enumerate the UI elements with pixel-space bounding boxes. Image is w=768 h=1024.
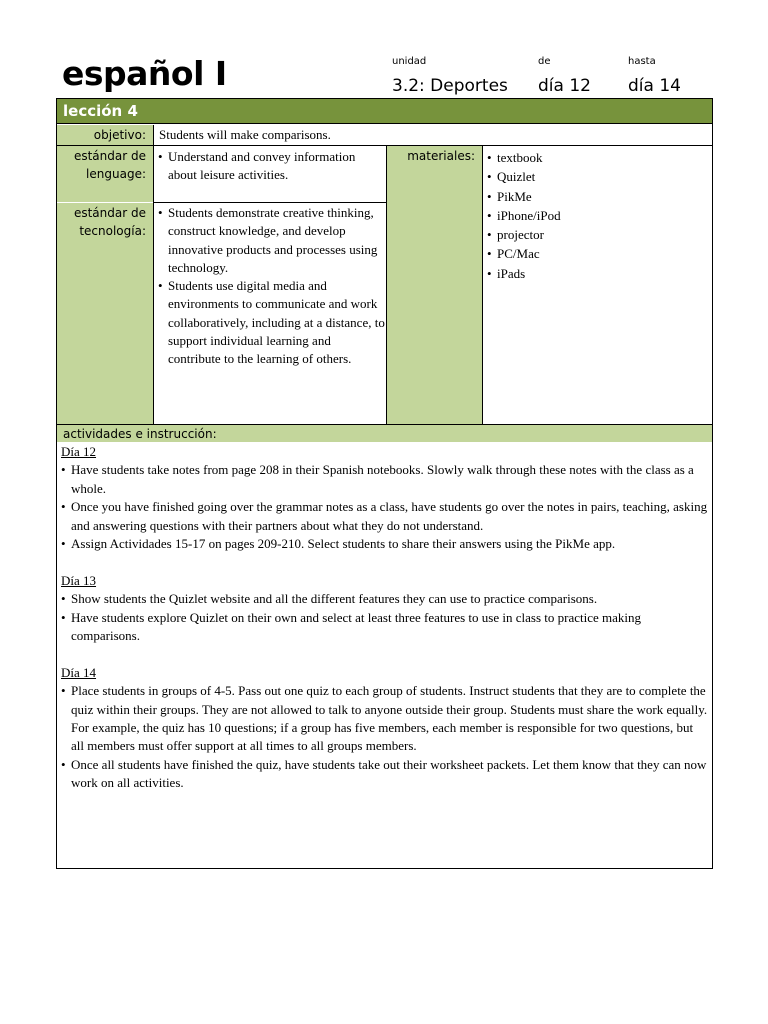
- day-14-list: [61, 682, 709, 792]
- de-field: [538, 56, 591, 97]
- day-block-14: [61, 664, 709, 793]
- objetivo-label: objetivo:: [57, 125, 153, 145]
- tecnologia-list: [158, 204, 386, 369]
- de-label: de: [538, 56, 551, 67]
- activities-section: [61, 443, 709, 793]
- list-item: • projector: [487, 225, 707, 244]
- day-13-list: [61, 590, 709, 645]
- materiales-label: materiales:: [387, 146, 482, 424]
- hasta-field: [628, 56, 681, 97]
- list-item: • Quizlet: [487, 167, 707, 186]
- list-item: • iPhone/iPod: [487, 206, 707, 225]
- lenguaje-list: [158, 148, 386, 185]
- hasta-label: hasta: [628, 56, 656, 67]
- tecnologia-label: [57, 203, 153, 424]
- unidad-field: [392, 56, 508, 97]
- list-item: • iPads: [487, 264, 707, 283]
- list-item: • Have students take notes from page 208 in their Spanish notebooks. Slowly walk through these notes with the class as a whole.: [61, 461, 709, 498]
- objetivo-value: Students will make comparisons.: [159, 127, 331, 142]
- list-item: • textbook: [487, 148, 707, 167]
- day-title: Día 14: [61, 664, 97, 680]
- lenguaje-label-line-1: estándar de: [73, 149, 146, 163]
- list-item: • Students use digital media and environments to communicate and work collaboratively, including at a distance, to support individual learning and contribute to the learning of others.: [158, 277, 386, 368]
- tecnologia-standards: [158, 204, 386, 369]
- de-value: día 12: [538, 76, 591, 96]
- list-item: • Assign Actividades 15-17 on pages 209-210. Select students to share their answers using the PikMe app.: [61, 535, 709, 553]
- hasta-value: día 14: [628, 76, 681, 96]
- day-title: Día 13: [61, 572, 97, 588]
- list-item: • Have students explore Quizlet on their own and select at least three features to use in class to practice making comparisons.: [61, 609, 709, 646]
- list-item: • PikMe: [487, 187, 707, 206]
- divider: [57, 145, 712, 146]
- materiales-list: [487, 148, 707, 283]
- list-item: • Show students the Quizlet website and all the different features they can use to practice comparisons.: [61, 590, 709, 608]
- tecnologia-label-line-1: estándar de: [73, 206, 146, 220]
- list-item: • Once all students have finished the quiz, have students take out their worksheet packets. Let them know that they can now work on all activities.: [61, 756, 709, 793]
- lenguaje-label: [57, 146, 153, 202]
- divider: [153, 202, 386, 203]
- divider: [153, 125, 154, 424]
- course-title: español I: [62, 54, 227, 93]
- lenguaje-label-line-2: lenguage:: [86, 167, 146, 181]
- day-block-13: [61, 572, 709, 646]
- day-block-12: [61, 443, 709, 553]
- divider: [482, 146, 483, 424]
- list-item: • Understand and convey information about leisure activities.: [158, 148, 386, 185]
- list-item: • Students demonstrate creative thinking, construct knowledge, and develop innovative products and processes using technology.: [158, 204, 386, 277]
- unidad-value: 3.2: Deportes: [392, 76, 508, 96]
- day-title: Día 12: [61, 444, 97, 459]
- list-item: • PC/Mac: [487, 244, 707, 263]
- list-item: • Place students in groups of 4-5. Pass out one quiz to each group of students. Instruct students that they are to complete the quiz within their groups. They are not allowed to talk to anyone outside their group. Students must share the work equally. For example, the quiz has 10 questions; if a group has five members, each member is responsible for two questions, but all members must offer support at all times to all groups members.: [61, 682, 709, 756]
- lesson-title: lección 4: [57, 99, 712, 124]
- actividades-label: actividades e instrucción:: [57, 424, 712, 442]
- materiales-list-container: [487, 148, 707, 283]
- tecnologia-label-line-2: tecnología:: [79, 224, 146, 238]
- page-header: [56, 52, 713, 98]
- list-item: • Once you have finished going over the grammar notes as a class, have students go over the notes in pairs, teaching, asking and answering questions with their partners about what they do not understand.: [61, 498, 709, 535]
- unidad-label: unidad: [392, 56, 427, 67]
- lesson-table: [56, 98, 713, 869]
- day-12-list: [61, 461, 709, 553]
- lenguaje-standards: [158, 148, 386, 185]
